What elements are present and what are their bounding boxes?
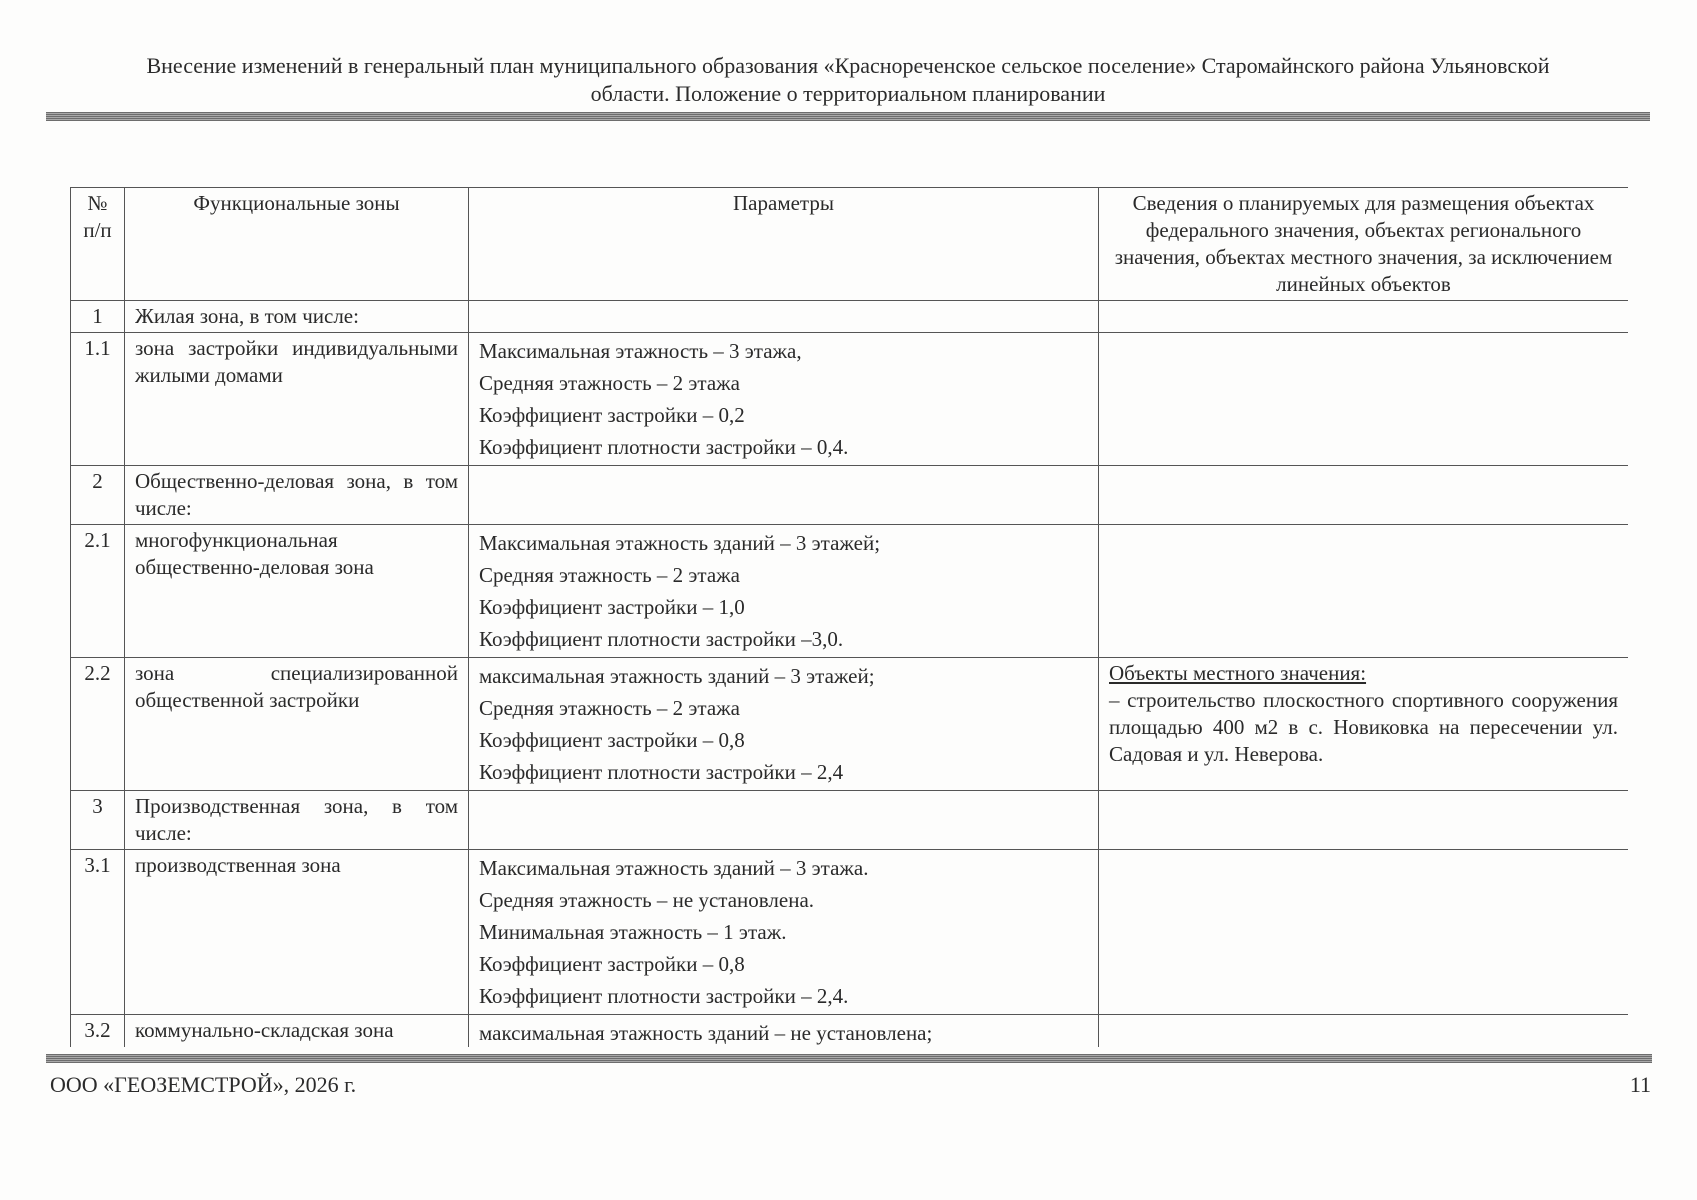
- table-body: [71, 301, 1629, 1048]
- cell-params: [469, 301, 1099, 333]
- header-rule: [46, 112, 1650, 121]
- cell-num: 3.2: [71, 1015, 125, 1048]
- footer-company: ООО «ГЕОЗЕМСТРОЙ», 2026 г.: [50, 1072, 357, 1097]
- cell-num: 3.1: [71, 850, 125, 1015]
- cell-zone: производственная зона: [125, 850, 469, 1015]
- cell-params: [469, 1015, 1099, 1048]
- cell-info: [1099, 850, 1629, 1015]
- cell-num: 1: [71, 301, 125, 333]
- table-container: [70, 187, 1628, 1047]
- header-params: Параметры: [469, 188, 1099, 301]
- table-row: [71, 850, 1629, 1015]
- table-row: [71, 525, 1629, 658]
- param-line: Минимальная этажность – 1 этаж.: [479, 920, 787, 944]
- cell-num: 2: [71, 466, 125, 525]
- table-row: [71, 301, 1629, 333]
- cell-info: [1099, 791, 1629, 850]
- cell-zone: коммунально-складская зона: [125, 1015, 469, 1048]
- param-line: Коэффициент плотности застройки – 2,4.: [479, 984, 849, 1008]
- cell-num: 2.1: [71, 525, 125, 658]
- param-line: Средняя этажность – 2 этажа: [479, 563, 741, 587]
- param-line: Максимальная этажность зданий – 3 этажей;: [479, 531, 881, 555]
- header-num: № п/п: [71, 188, 125, 301]
- table-row: [71, 1015, 1629, 1048]
- param-line: максимальная этажность зданий – 3 этажей;: [479, 664, 875, 688]
- param-line: Коэффициент застройки – 0,2: [479, 403, 745, 427]
- table-row: [71, 466, 1629, 525]
- cell-zone: зона застройки индивидуальными жилыми домами: [125, 333, 469, 466]
- info-body: – строительство плоскостного спортивного сооружения площадью 400 м2 в с. Новиковка на пересечении ул. Садовая и ул. Неверова.: [1109, 688, 1618, 766]
- table-header-row: [71, 188, 1629, 301]
- param-line: максимальная этажность зданий – не установлена;: [479, 1021, 933, 1045]
- table-row: [71, 333, 1629, 466]
- info-title: Объекты местного значения:: [1109, 661, 1367, 685]
- cell-info: [1099, 301, 1629, 333]
- cell-zone: Жилая зона, в том числе:: [125, 301, 469, 333]
- cell-params: [469, 791, 1099, 850]
- cell-params: [469, 850, 1099, 1015]
- param-line: Максимальная этажность зданий – 3 этажа.: [479, 856, 869, 880]
- param-line: Коэффициент плотности застройки –3,0.: [479, 627, 844, 651]
- header-zones: Функциональные зоны: [125, 188, 469, 301]
- param-line: Коэффициент застройки – 0,8: [479, 728, 745, 752]
- cell-params: [469, 658, 1099, 791]
- param-line: Средняя этажность – 2 этажа: [479, 696, 741, 720]
- cell-info: [1099, 525, 1629, 658]
- cell-zone: многофункциональная общественно-деловая зона: [125, 525, 469, 658]
- cell-zone: зона специализированной общественной застройки: [125, 658, 469, 791]
- cell-num: 1.1: [71, 333, 125, 466]
- cell-num: 2.2: [71, 658, 125, 791]
- param-line: Коэффициент застройки – 0,8: [479, 952, 745, 976]
- param-line: Максимальная этажность – 3 этажа,: [479, 339, 802, 363]
- table-row: [71, 658, 1629, 791]
- param-line: Коэффициент плотности застройки – 2,4: [479, 760, 844, 784]
- header-title-line2: области. Положение о территориальном планировании: [590, 81, 1106, 106]
- cell-info: [1099, 466, 1629, 525]
- param-line: Средняя этажность – 2 этажа: [479, 371, 741, 395]
- footer-rule: [46, 1054, 1652, 1063]
- cell-num: 3: [71, 791, 125, 850]
- param-line: Коэффициент плотности застройки – 0,4.: [479, 435, 849, 459]
- header-info: Сведения о планируемых для размещения объектах федерального значения, объектах регионального значения, объектах местного значения, за исключением линейных объектов: [1099, 188, 1629, 301]
- table-row: [71, 791, 1629, 850]
- param-line: Коэффициент застройки – 1,0: [479, 595, 745, 619]
- cell-info: [1099, 1015, 1629, 1048]
- cell-params: [469, 466, 1099, 525]
- zones-table: [70, 187, 1628, 1047]
- cell-info: [1099, 658, 1629, 791]
- page-header: [46, 52, 1650, 108]
- cell-info: [1099, 333, 1629, 466]
- cell-params: [469, 333, 1099, 466]
- page-number: 11: [1629, 1072, 1651, 1097]
- cell-zone: Производственная зона, в том числе:: [125, 791, 469, 850]
- param-line: Средняя этажность – не установлена.: [479, 888, 815, 912]
- cell-zone: Общественно-деловая зона, в том числе:: [125, 466, 469, 525]
- header-title-line1: Внесение изменений в генеральный план муниципального образования «Краснореченское сельское поселение» Старомайнского района Ульяновской: [146, 53, 1550, 78]
- cell-params: [469, 525, 1099, 658]
